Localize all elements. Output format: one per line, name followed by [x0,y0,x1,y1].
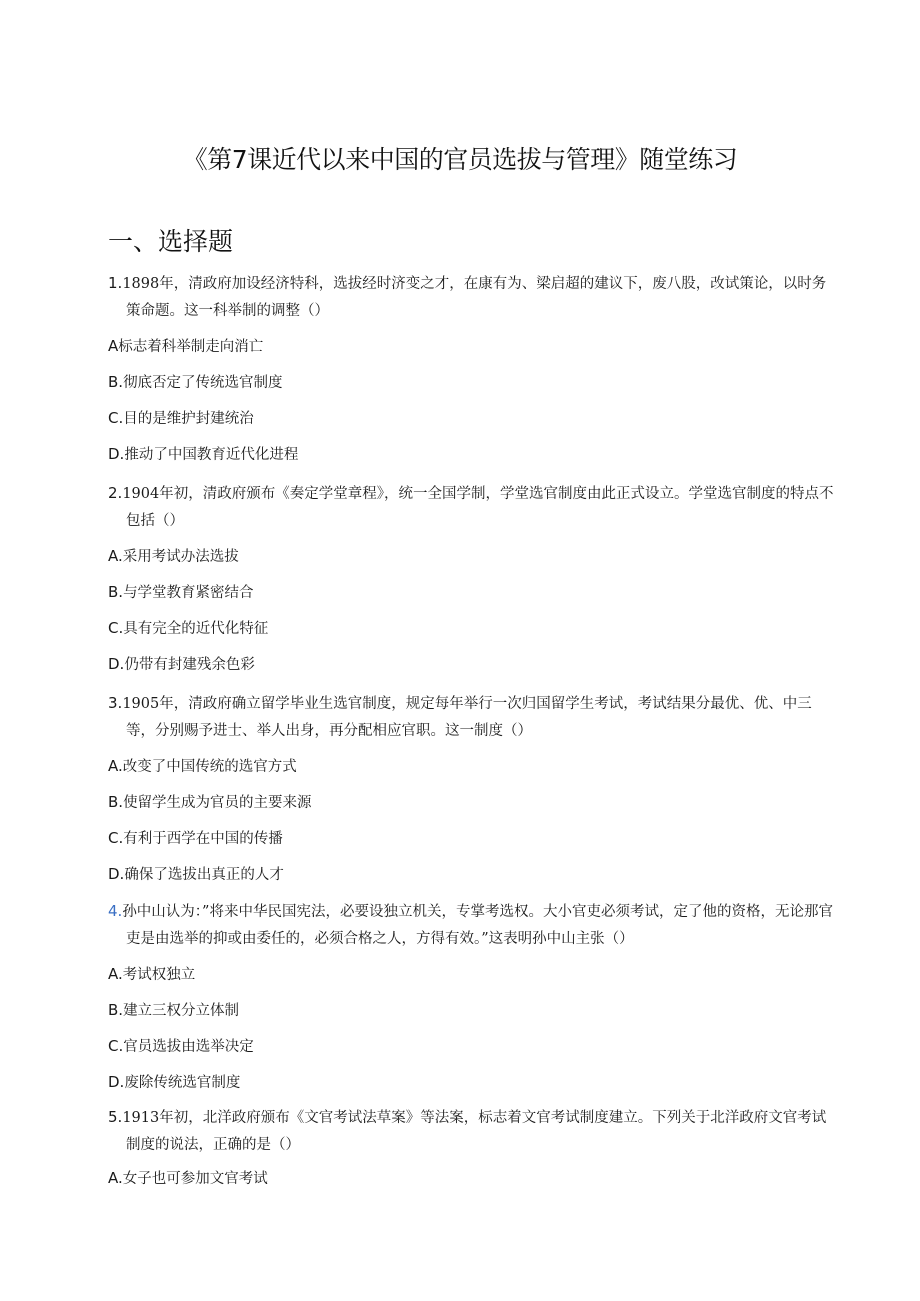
option-1c [108,408,254,429]
option-2b [108,582,254,603]
option-4d [108,1072,240,1093]
option-letter: D. [108,865,125,883]
option-4a [108,964,195,985]
option-text: 使留学生成为官员的主要来源 [123,795,312,811]
option-text: 彻底否定了传统选官制度 [123,375,283,391]
option-letter: B. [108,1001,124,1019]
option-letter: C. [108,409,124,427]
option-text: 废除传统选官制度 [124,1075,241,1091]
option-letter: B. [108,583,124,601]
option-1b [108,372,283,393]
option-text: 目的是维护封建统治 [123,411,254,427]
option-letter: A. [108,1169,123,1187]
question-text: 1913年初，北洋政府颁布《文官考试法草案》等法案，标志着文官考试制度建立。下列关于北洋政府文官考试制度的说法，正确的是（） [122,1110,827,1153]
option-letter: C. [108,829,124,847]
question-number: 3. [108,694,123,712]
question-text: 孙中山认为：”将来中华民国宪法，必要设独立机关，专掌考选权。大小官吏必须考试，定了他的资格，无论那官吏是由选举的抑或由委任的，必须合格之人，方得有效。”这表明孙中山主张（） [122,904,833,947]
question-text: 1904年初，清政府颁布《奏定学堂章程》，统一全国学制，学堂选官制度由此正式设立。学堂选官制度的特点不包括（） [122,486,834,529]
option-4b [108,1000,239,1021]
option-text: 有利于西学在中国的传播 [123,831,283,847]
option-3b [108,792,312,813]
option-text: 官员选拔由选举决定 [123,1039,254,1055]
option-text: 采用考试办法选拔 [122,549,239,565]
question-1 [108,270,834,325]
question-text: 1905年，清政府确立留学毕业生选官制度，规定每年举行一次归国留学生考试，考试结果分最优、优、中三等，分别赐予进士、举人出身，再分配相应官职。这一制度（） [122,696,812,739]
question-2 [108,480,834,535]
option-4c [108,1036,254,1057]
option-text: 具有完全的近代化特征 [123,621,269,637]
option-5a [108,1168,268,1189]
option-text: 与学堂教育紧密结合 [123,585,254,601]
document-title: 《第7课近代以来中国的官员选拔与管理》随堂练习 [182,145,738,174]
option-1a [108,336,263,357]
question-3 [108,690,834,745]
option-text: 改变了中国传统的选官方式 [122,759,297,775]
section-title: 一、选择题 [108,227,234,256]
question-4 [108,898,834,953]
option-letter: D. [108,1073,125,1091]
option-text: 推动了中国教育近代化进程 [124,447,299,463]
option-letter: A. [108,757,123,775]
option-letter: C. [108,619,124,637]
option-letter: D. [108,445,125,463]
option-text: 女子也可参加文官考试 [122,1171,268,1187]
option-2a [108,546,239,567]
option-text: 标志着科举制走向消亡 [118,339,264,355]
option-text: 确保了选拔出真正的人才 [124,867,284,883]
option-letter: A [108,337,119,355]
option-text: 考试权独立 [122,967,196,983]
question-number: 2. [108,484,123,502]
option-1d [108,444,298,465]
option-3d [108,864,284,885]
option-letter: A. [108,965,123,983]
question-text: 1898年，清政府加设经济特科，选拔经时济变之才，在康有为、梁启超的建议下，废八股，改试策论，以时务策命题。这一科举制的调整（） [122,276,827,319]
option-letter: D. [108,655,125,673]
option-2c [108,618,268,639]
question-number: 1. [108,274,123,292]
question-number: 5. [108,1108,123,1126]
option-letter: B. [108,793,124,811]
option-letter: C. [108,1037,124,1055]
option-text: 仍带有封建残余色彩 [124,657,255,673]
question-number: 4. [108,902,123,920]
question-5 [108,1104,834,1159]
option-letter: B. [108,373,124,391]
option-3c [108,828,283,849]
option-text: 建立三权分立体制 [123,1003,240,1019]
option-letter: A. [108,547,123,565]
option-2d [108,654,255,675]
option-3a [108,756,297,777]
